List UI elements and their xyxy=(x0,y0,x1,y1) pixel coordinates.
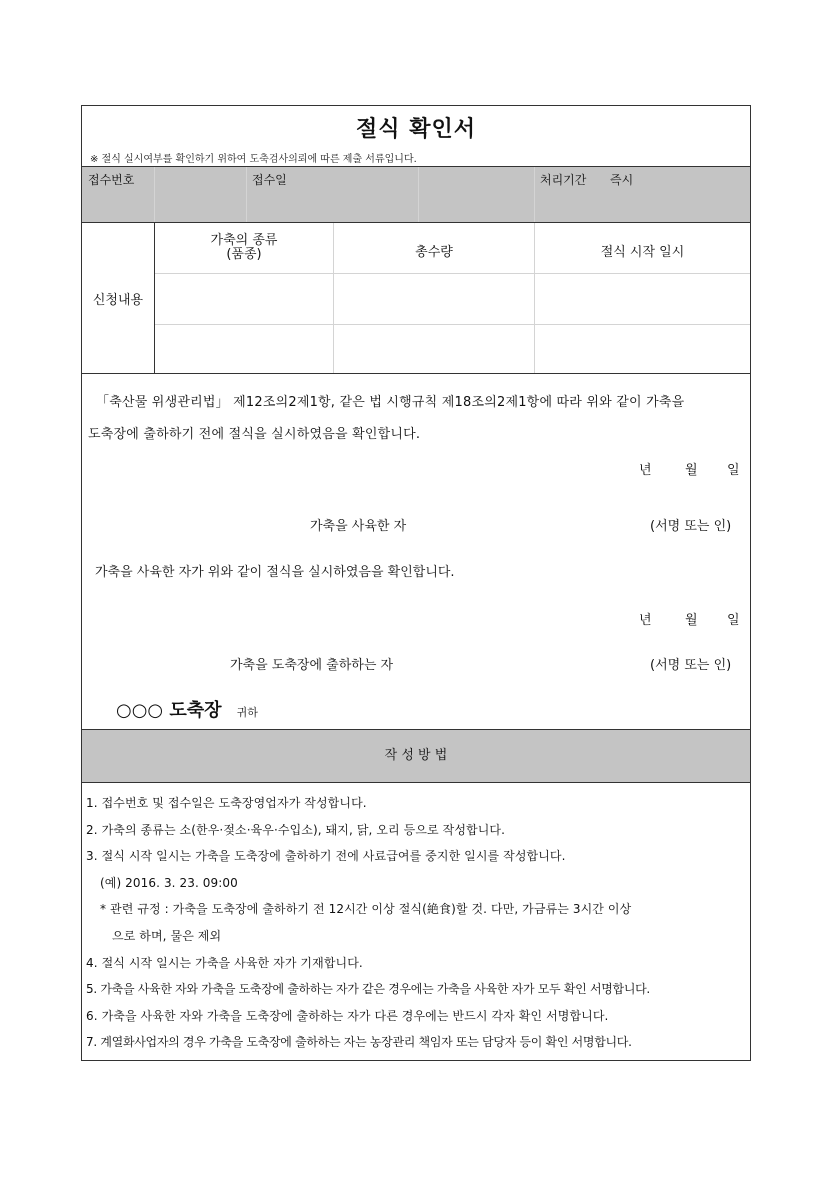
receipt-number-label: 접수번호 xyxy=(88,173,135,187)
confirmation-line-1: 「축산물 위생관리법」 제12조의2제1항, 같은 법 시행규칙 제18조의2제1항에 따라 위와 같이 가축을 xyxy=(96,395,685,410)
page-title: 절식 확인서 xyxy=(356,117,476,142)
method-item-1: 1. 접수번호 및 접수일은 도축장영업자가 작성합니다. xyxy=(86,796,367,810)
method-example: (예) 2016. 3. 23. 09:00 xyxy=(100,875,238,890)
method-item-4: 4. 절식 시작 일시는 가축을 사육한 자가 기재합니다. xyxy=(86,955,363,970)
column-species xyxy=(155,234,333,262)
confirmation-paragraph xyxy=(88,387,748,451)
method-regulation: * 관련 규정 : 가축을 도축장에 출하하기 전 12시간 이상 절식(絶食)할 것. 다만, 가금류는 3시간 이상 xyxy=(100,902,632,917)
method-item-6: 6. 가축을 사육한 자와 가축을 도축장에 출하하는 자가 다른 경우에는 반드시 각자 확인 서명합니다. xyxy=(86,1008,609,1023)
species-input-row2[interactable] xyxy=(155,325,333,373)
breeder-signature[interactable]: (서명 또는 인) xyxy=(650,519,732,534)
method-regulation-cont: 으로 하며, 물은 제외 xyxy=(112,928,222,943)
shipper-signature[interactable]: (서명 또는 인) xyxy=(650,658,732,673)
method-item-2: 2. 가축의 종류는 소(한우·젖소·육우·수입소), 돼지, 닭, 오리 등으로 작성합니다. xyxy=(86,822,505,837)
start-input-row2[interactable] xyxy=(535,325,750,373)
confirmation-line-2: 도축장에 출하하기 전에 절식을 실시하였음을 확인합니다. xyxy=(88,427,421,442)
recipient-line xyxy=(116,696,258,722)
receipt-date-label: 접수일 xyxy=(252,173,287,187)
method-header-text: 작 성 방 법 xyxy=(384,748,448,763)
receipt-number-field[interactable] xyxy=(155,167,245,222)
confirmation-form xyxy=(81,105,751,1061)
start-input-row1[interactable] xyxy=(535,274,750,324)
processing-period-value: 즉시 xyxy=(610,173,634,187)
date1-day: 일 xyxy=(727,463,740,478)
column-quantity: 총수량 xyxy=(415,245,453,260)
method-item-7: 7. 계열화사업자의 경우 가축을 도축장에 출하하는 자는 농장관리 책임자 또는 담당자 등이 확인 서명합니다. xyxy=(86,1035,632,1050)
column-species-title: 가축의 종류 xyxy=(210,233,278,248)
shipper-label: 가축을 도축장에 출하하는 자 xyxy=(230,658,394,673)
breeder-label: 가축을 사육한 자 xyxy=(310,519,407,534)
date1-year: 년 xyxy=(639,463,652,478)
recipient-name: ○○○ 도축장 xyxy=(116,700,222,721)
recipient-suffix: 귀하 xyxy=(236,706,258,719)
receipt-date-field[interactable] xyxy=(292,167,532,222)
method-item-3: 3. 절식 시작 일시는 가축을 도축장에 출하하기 전에 사료급여를 중지한 일시를 작성합니다. xyxy=(86,849,566,864)
quantity-input-row2[interactable] xyxy=(334,325,534,373)
date1-month: 월 xyxy=(685,463,698,478)
application-section-label: 신청내용 xyxy=(92,293,144,308)
column-species-subtitle: (품종) xyxy=(226,247,262,262)
second-confirmation: 가축을 사육한 자가 위와 같이 절식을 실시하였음을 확인합니다. xyxy=(95,565,455,580)
method-list xyxy=(86,790,748,1056)
method-item-5: 5. 가축을 사육한 자와 가축을 도축장에 출하하는 자가 같은 경우에는 가축을 사육한 자가 모두 확인 서명합니다. xyxy=(86,982,650,997)
date2-day: 일 xyxy=(727,613,740,628)
method-header xyxy=(82,730,750,782)
species-input-row1[interactable] xyxy=(155,274,333,324)
date2-month: 월 xyxy=(685,613,698,628)
processing-period-label: 처리기간 xyxy=(540,173,587,187)
column-fasting-start: 절식 시작 일시 xyxy=(600,245,685,260)
submission-notice: ※ 절식 실시여부를 확인하기 위하여 도축검사의뢰에 따른 제출 서류입니다. xyxy=(90,154,417,165)
quantity-input-row1[interactable] xyxy=(334,274,534,324)
date2-year: 년 xyxy=(639,613,652,628)
